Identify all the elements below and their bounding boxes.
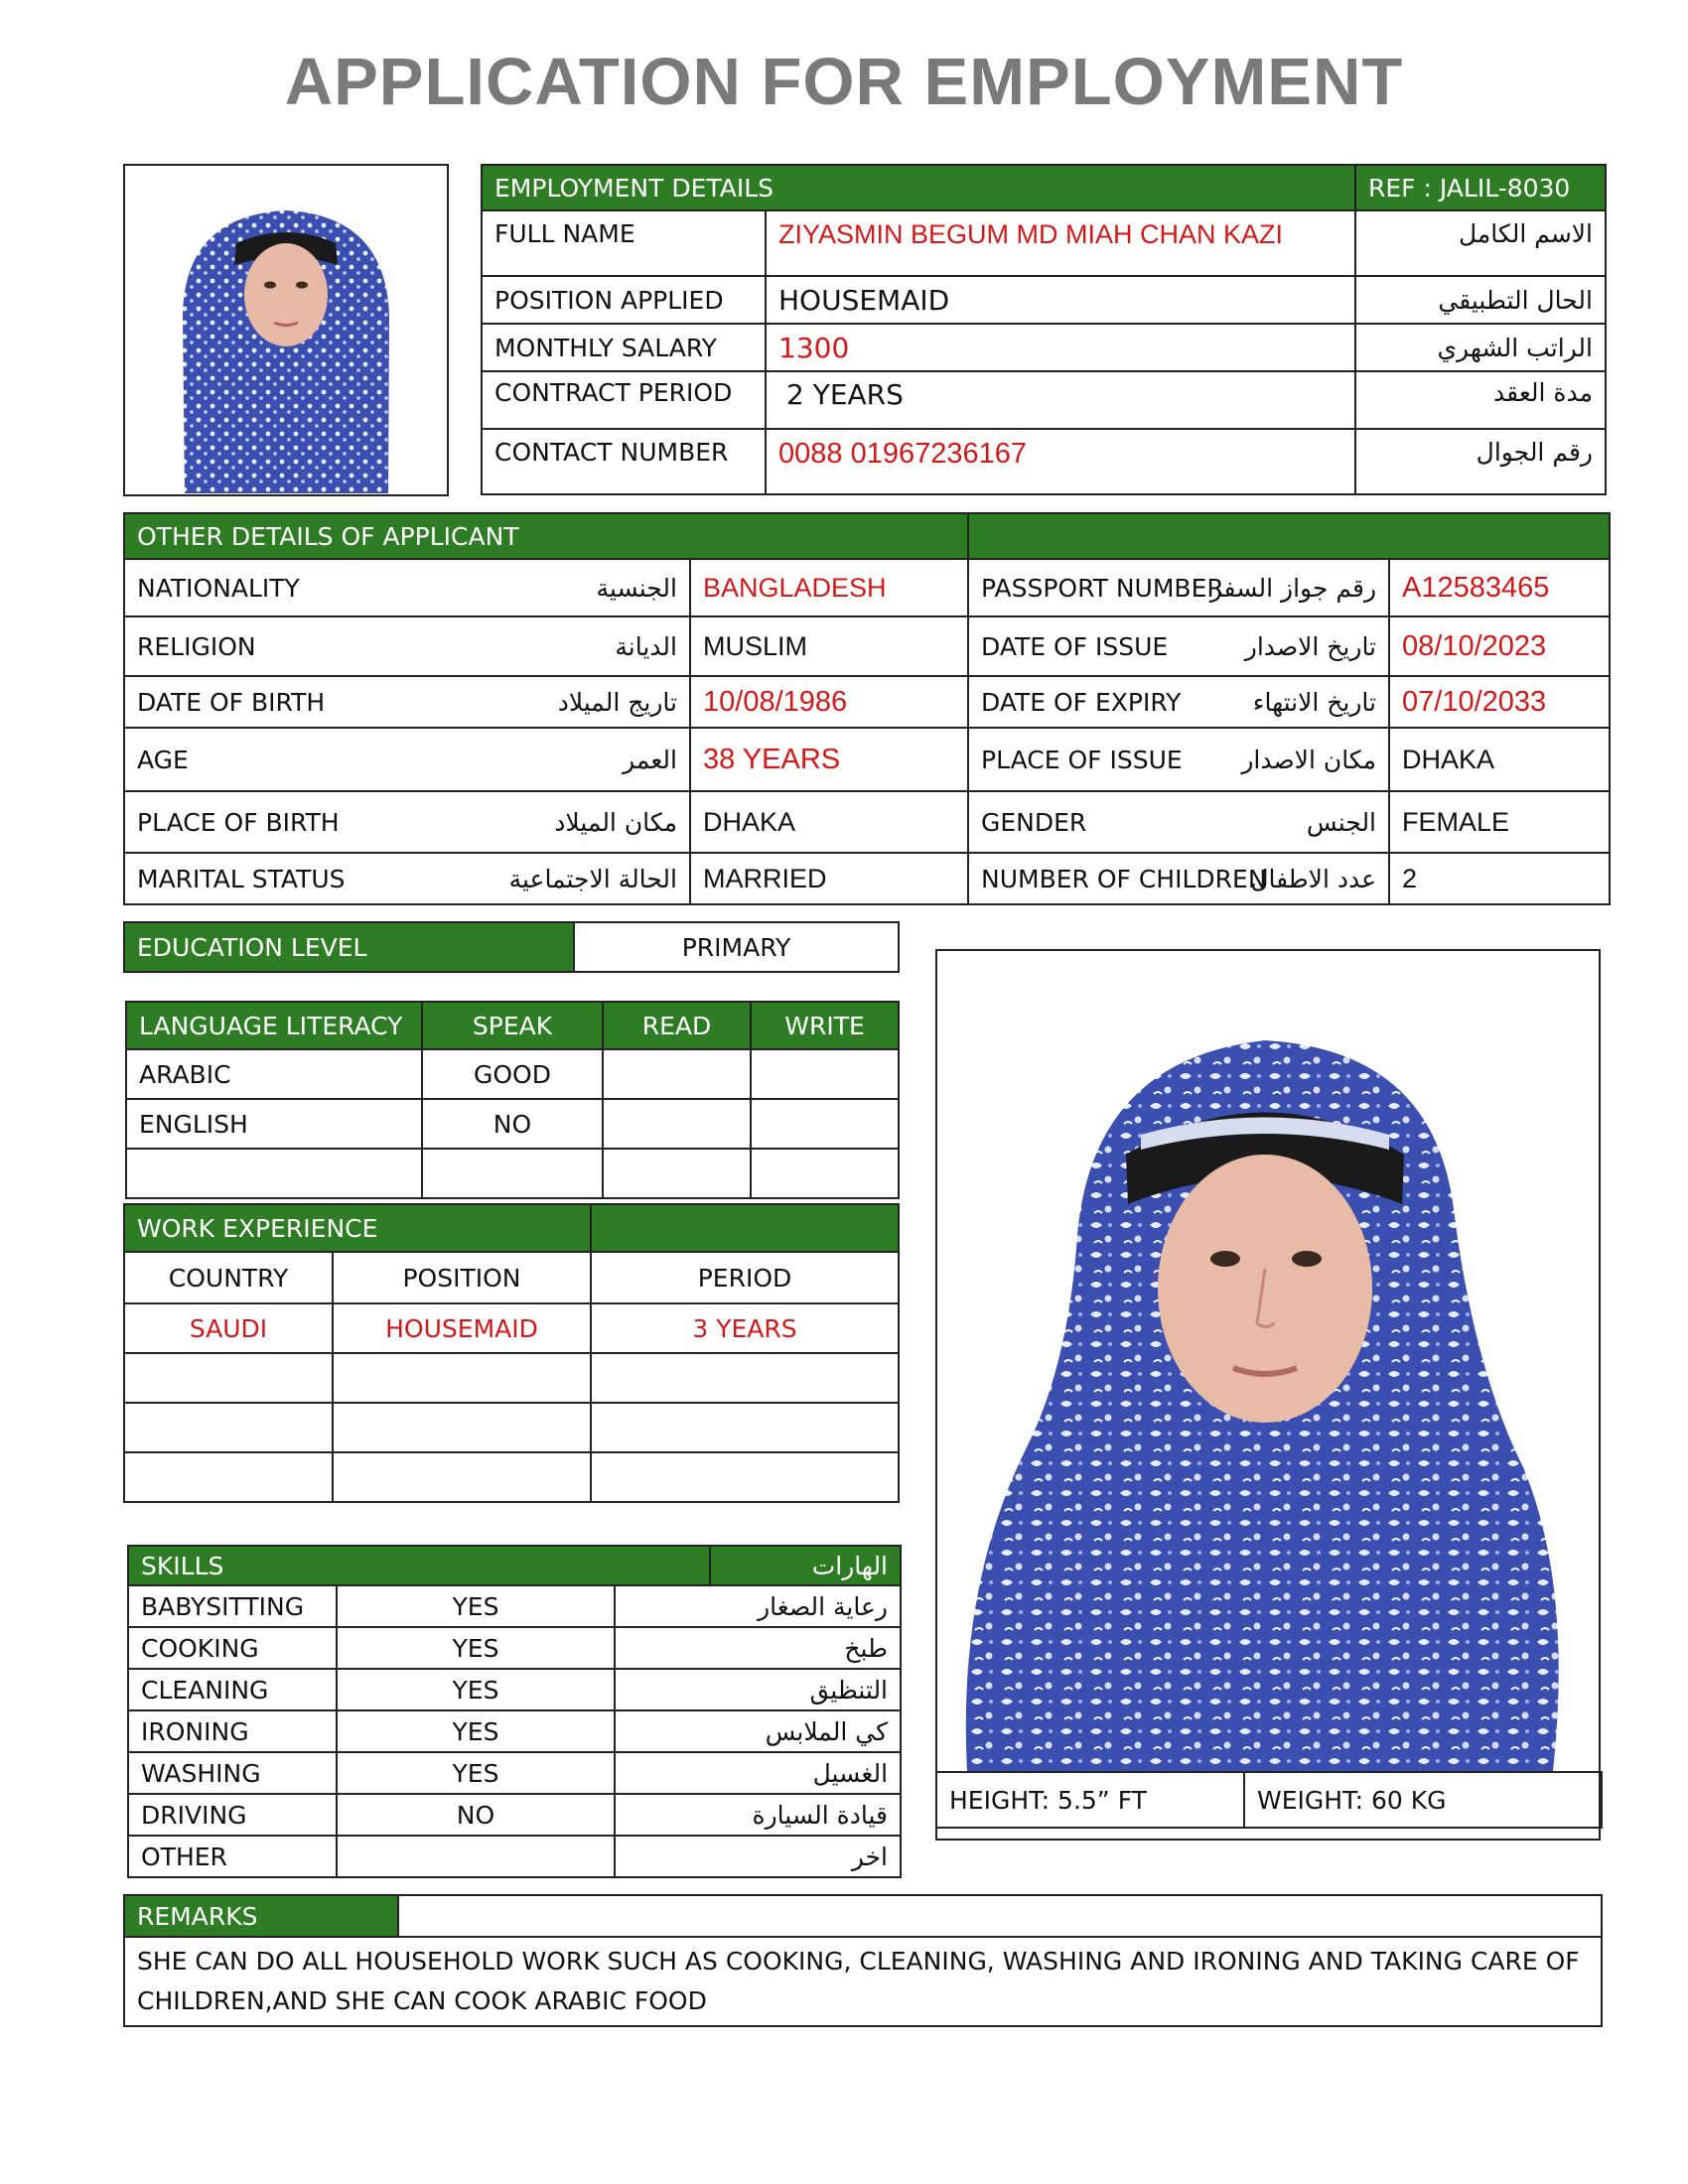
height-value: HEIGHT: 5.5” FT [936, 1772, 1244, 1828]
skills-header: SKILLS [128, 1546, 710, 1585]
weight-value: WEIGHT: 60 KG [1244, 1772, 1602, 1828]
number-of-children-label: NUMBER OF CHILDREN [968, 853, 1167, 904]
work-experience-header: WORK EXPERIENCE [124, 1204, 591, 1252]
other-details-header: OTHER DETAILS OF APPLICANT [124, 513, 968, 559]
contact-number-label: CONTACT NUMBER [482, 429, 766, 494]
gender-label: GENDER [968, 791, 1167, 853]
skill-cooking: COOKING [128, 1627, 337, 1669]
work-empty-cell [333, 1353, 591, 1403]
passport-number-arabic: رقم جواز السفر [1167, 559, 1389, 616]
read-header: READ [603, 1002, 751, 1049]
nationality-value: BANGLADESH [690, 559, 968, 616]
marital-status-arabic: الحالة الاجتماعية [446, 853, 690, 904]
remarks-table [123, 1894, 1603, 2027]
monthly-salary-label: MONTHLY SALARY [482, 324, 766, 371]
skill-ironing-value: YES [337, 1710, 615, 1752]
language-row-blank [126, 1149, 422, 1198]
position-applied-arabic: الحال التطبيقي [1355, 276, 1606, 324]
reference-number: REF : JALIL-8030 [1355, 165, 1606, 210]
arabic-speak: GOOD [422, 1049, 603, 1099]
skill-babysitting-arabic: رعاية الصغار [615, 1585, 901, 1627]
work-empty-cell [591, 1452, 899, 1502]
skill-babysitting: BABYSITTING [128, 1585, 337, 1627]
age-value: 38 YEARS [690, 728, 968, 791]
english-write [751, 1099, 899, 1149]
work-experience-header-blank [591, 1204, 899, 1252]
religion-arabic: الديانة [446, 616, 690, 676]
skill-cleaning-value: YES [337, 1669, 615, 1710]
employment-details-header: EMPLOYMENT DETAILS [482, 165, 1355, 210]
gender-arabic: الجنس [1167, 791, 1389, 853]
skill-cleaning: CLEANING [128, 1669, 337, 1710]
period-column-header: PERIOD [591, 1252, 899, 1303]
work-empty-cell [333, 1452, 591, 1502]
work-position: HOUSEMAID [333, 1303, 591, 1353]
skill-washing: WASHING [128, 1752, 337, 1794]
work-empty-cell [124, 1452, 333, 1502]
number-of-children-value: 2 [1389, 853, 1610, 904]
full-name-arabic: الاسم الكامل [1355, 210, 1606, 276]
skill-driving: DRIVING [128, 1794, 337, 1836]
position-column-header: POSITION [333, 1252, 591, 1303]
write-header: WRITE [751, 1002, 899, 1049]
skill-washing-value: YES [337, 1752, 615, 1794]
skill-other: OTHER [128, 1836, 337, 1877]
place-of-issue-label: PLACE OF ISSUE [968, 728, 1167, 791]
page-title: APPLICATION FOR EMPLOYMENT [284, 45, 1404, 119]
employment-details-table [481, 164, 1607, 495]
skill-cleaning-arabic: التنظيق [615, 1669, 901, 1710]
skills-header-arabic: الهارات [710, 1546, 901, 1585]
applicant-photo-small [123, 164, 449, 496]
monthly-salary-arabic: الراتب الشهري [1355, 324, 1606, 371]
position-applied-value: HOUSEMAID [766, 276, 1355, 324]
date-of-birth-arabic: تاريج الميلاد [446, 676, 690, 728]
blank-read [603, 1149, 751, 1198]
speak-header: SPEAK [422, 1002, 603, 1049]
skill-ironing: IRONING [128, 1710, 337, 1752]
remarks-header: REMARKS [124, 1895, 398, 1937]
date-of-issue-arabic: تاريخ الاصدار [1167, 616, 1389, 676]
passport-number-label: PASSPORT NUMBER [968, 559, 1167, 616]
age-label: AGE [124, 728, 446, 791]
applicant-photo-large [935, 949, 1601, 1841]
work-empty-cell [591, 1403, 899, 1452]
work-experience-table [123, 1203, 900, 1503]
contact-number-arabic: رقم الجوال [1355, 429, 1606, 494]
work-period: 3 YEARS [591, 1303, 899, 1353]
blank-speak [422, 1149, 603, 1198]
date-of-birth-value: 10/08/1986 [690, 676, 968, 728]
arabic-read [603, 1049, 751, 1099]
remarks-text: SHE CAN DO ALL HOUSEHOLD WORK SUCH AS COOKING, CLEANING, WASHING AND IRONING AND TAKING CARE OF CHILDREN,AND SHE CAN COOK ARABIC FOOD [124, 1937, 1602, 2026]
applicant-portrait-large [937, 951, 1599, 1771]
skill-other-value [337, 1836, 615, 1877]
education-level-label: EDUCATION LEVEL [124, 922, 574, 972]
nationality-arabic: الجنسية [446, 559, 690, 616]
english-speak: NO [422, 1099, 603, 1149]
full-name-value: ZIYASMIN BEGUM MD MIAH CHAN KAZI [766, 210, 1355, 276]
date-of-issue-value: 08/10/2023 [1389, 616, 1610, 676]
contract-period-arabic: مدة العقد [1355, 371, 1606, 429]
arabic-write [751, 1049, 899, 1099]
place-of-issue-arabic: مكان الاصدار [1167, 728, 1389, 791]
other-details-table [123, 512, 1611, 905]
contract-period-label: CONTRACT PERIOD [482, 371, 766, 429]
work-empty-cell [333, 1403, 591, 1452]
language-row-english: ENGLISH [126, 1099, 422, 1149]
english-read [603, 1099, 751, 1149]
skill-babysitting-value: YES [337, 1585, 615, 1627]
country-column-header: COUNTRY [124, 1252, 333, 1303]
applicant-portrait-small [125, 166, 447, 494]
date-of-birth-label: DATE OF BIRTH [124, 676, 446, 728]
number-of-children-arabic: عدد الاطفال [1167, 853, 1389, 904]
place-of-birth-label: PLACE OF BIRTH [124, 791, 446, 853]
marital-status-value: MARRIED [690, 853, 968, 904]
place-of-birth-arabic: مكان الميلاد [446, 791, 690, 853]
language-literacy-header: LANGUAGE LITERACY [126, 1002, 422, 1049]
date-of-expiry-arabic: تاريخ الانتهاء [1167, 676, 1389, 728]
skill-other-arabic: اخر [615, 1836, 901, 1877]
language-literacy-table [125, 1001, 900, 1199]
monthly-salary-value: 1300 [766, 324, 1355, 371]
language-row-arabic: ARABIC [126, 1049, 422, 1099]
date-of-issue-label: DATE OF ISSUE [968, 616, 1167, 676]
place-of-issue-value: DHAKA [1389, 728, 1610, 791]
date-of-expiry-label: DATE OF EXPIRY [968, 676, 1167, 728]
contract-period-value: 2 YEARS [766, 371, 1355, 429]
blank-write [751, 1149, 899, 1198]
date-of-expiry-value: 07/10/2033 [1389, 676, 1610, 728]
marital-status-label: MARITAL STATUS [124, 853, 446, 904]
religion-value: MUSLIM [690, 616, 968, 676]
skill-washing-arabic: الغسيل [615, 1752, 901, 1794]
skill-cooking-value: YES [337, 1627, 615, 1669]
work-empty-cell [124, 1353, 333, 1403]
work-empty-cell [591, 1353, 899, 1403]
passport-number-value: A12583465 [1389, 559, 1610, 616]
position-applied-label: POSITION APPLIED [482, 276, 766, 324]
skill-cooking-arabic: طبخ [615, 1627, 901, 1669]
remarks-header-blank [398, 1895, 1602, 1937]
education-level-table [123, 921, 900, 973]
religion-label: RELIGION [124, 616, 446, 676]
full-name-label: FULL NAME [482, 210, 766, 276]
other-details-header-blank [968, 513, 1610, 559]
measurements-table [935, 1771, 1603, 1829]
skill-driving-arabic: قيادة السيارة [615, 1794, 901, 1836]
work-empty-cell [124, 1403, 333, 1452]
work-country: SAUDI [124, 1303, 333, 1353]
gender-value: FEMALE [1389, 791, 1610, 853]
age-arabic: العمر [446, 728, 690, 791]
education-level-value: PRIMARY [574, 922, 899, 972]
skills-table [127, 1545, 902, 1878]
skill-ironing-arabic: كي الملابس [615, 1710, 901, 1752]
skill-driving-value: NO [337, 1794, 615, 1836]
place-of-birth-value: DHAKA [690, 791, 968, 853]
contact-number-value: 0088 01967236167 [766, 429, 1355, 494]
nationality-label: NATIONALITY [124, 559, 446, 616]
